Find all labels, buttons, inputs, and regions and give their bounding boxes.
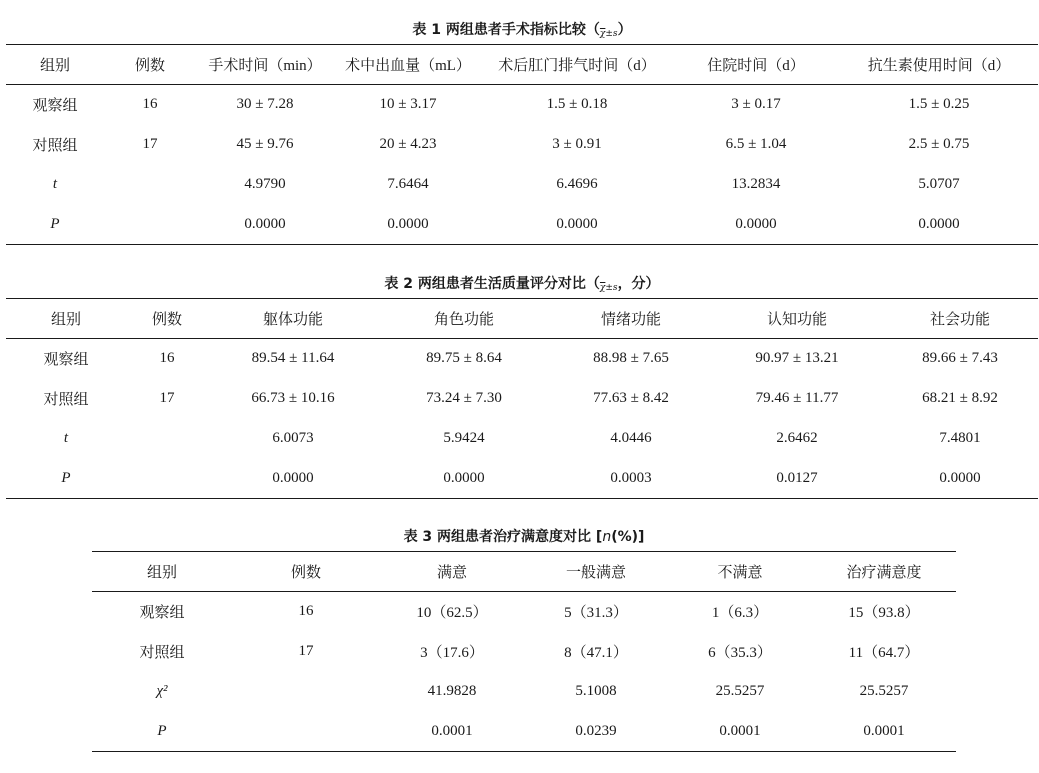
table-cell: 0.0127	[712, 459, 882, 499]
table-cell: t	[52, 176, 58, 192]
table2-header-cell: 组别	[6, 299, 126, 339]
table-cell: 5.1008	[575, 683, 617, 699]
table-cell: 17	[142, 136, 158, 152]
table-cell: 3 ± 0.17	[731, 96, 781, 113]
table-cell: 0.0003	[550, 459, 712, 499]
table-cell: 3 ± 0.91	[552, 136, 602, 152]
table-row	[6, 125, 1038, 165]
table-cell: 观察组	[139, 605, 185, 622]
table-cell: 0.0001	[668, 712, 812, 752]
table-cell: 13.2834	[731, 176, 781, 192]
table2-header-cell: 例数	[126, 299, 208, 339]
table-cell: 6（35.3）	[708, 645, 772, 661]
table-cell: 0.0000	[334, 205, 482, 245]
table-row	[6, 339, 1038, 379]
table2-block	[6, 271, 1038, 503]
table-cell: 10 ± 3.17	[379, 96, 437, 113]
table-row	[92, 592, 956, 632]
table-cell: 10（62.5）	[416, 605, 488, 622]
table1-header-cell: 手术时间（min）	[196, 45, 334, 85]
table3-header-cell: 不满意	[668, 552, 812, 592]
table-cell: 对照组	[32, 138, 78, 154]
table1-caption-stat: $\overline{\chi}\pm s$	[599, 29, 618, 39]
table-row	[6, 379, 1038, 419]
table1-header-cell: 术后肛门排气时间（d）	[482, 45, 672, 85]
table3-header-cell: 组别	[92, 552, 232, 592]
table-cell: 5（31.3）	[564, 605, 628, 622]
table-cell: 对照组	[139, 645, 185, 661]
table3-caption-n: n	[602, 529, 612, 545]
table3-header-cell: 满意	[380, 552, 524, 592]
table1-caption-suffix: ）	[617, 22, 632, 38]
table-row	[6, 459, 1038, 499]
table1-block	[6, 17, 1038, 249]
table2-header-cell: 认知功能	[712, 299, 882, 339]
table2-caption-suffix: ，分）	[617, 276, 660, 292]
table3-header-cell: 一般满意	[524, 552, 668, 592]
table-cell: 17	[298, 643, 314, 659]
table1-header-cell: 术中出血量（mL）	[334, 45, 482, 85]
table-cell: 45 ± 9.76	[236, 136, 294, 152]
table-cell: t	[63, 430, 69, 446]
table-cell: 6.0073	[272, 430, 314, 446]
table-cell: 89.66 ± 7.43	[922, 350, 998, 367]
table-cell: 0.0001	[812, 712, 956, 752]
table-cell: 0.0000	[882, 459, 1038, 499]
table-cell: 79.46 ± 11.77	[755, 390, 839, 406]
table-cell: 16	[298, 603, 314, 620]
table-cell: 1.5 ± 0.18	[546, 96, 608, 113]
table-cell: 30 ± 7.28	[236, 96, 294, 113]
table1-header-cell: 住院时间（d）	[672, 45, 840, 85]
table1-header-cell: 组别	[6, 45, 104, 85]
table-cell	[104, 165, 196, 205]
table-cell: 89.54 ± 11.64	[251, 350, 335, 367]
table3-caption	[92, 528, 956, 546]
table-cell: 0.0000	[208, 459, 378, 499]
table-cell: 15（93.8）	[848, 605, 920, 622]
table-cell: 66.73 ± 10.16	[251, 390, 335, 406]
table-cell: 88.98 ± 7.65	[593, 350, 669, 367]
table3-block	[92, 524, 956, 756]
table-cell: 1.5 ± 0.25	[908, 96, 970, 113]
table-cell	[104, 205, 196, 245]
table-cell: 20 ± 4.23	[379, 136, 437, 152]
table-cell: 0.0000	[840, 205, 1038, 245]
table-cell: 6.5 ± 1.04	[725, 136, 787, 152]
table-cell	[232, 672, 380, 712]
table-cell: 7.6464	[387, 176, 429, 192]
table-cell: 90.97 ± 13.21	[755, 350, 839, 367]
table2-header-cell: 躯体功能	[208, 299, 378, 339]
table1-header-cell: 抗生素使用时间（d）	[840, 45, 1038, 85]
table-row	[6, 205, 1038, 245]
table-cell: 2.6462	[776, 430, 818, 446]
table-row	[92, 632, 956, 672]
table-cell: 0.0000	[378, 459, 550, 499]
table-cell: 7.4801	[939, 430, 981, 446]
table-cell: 0.0239	[524, 712, 668, 752]
table-row	[6, 165, 1038, 205]
table-cell	[126, 419, 208, 459]
table-cell: 4.0446	[610, 430, 652, 446]
table2-caption	[6, 275, 1038, 295]
table-cell: 11（64.7）	[848, 645, 920, 661]
table1-header-row	[6, 45, 1038, 85]
table-cell: 8（47.1）	[564, 645, 628, 661]
table-cell: 73.24 ± 7.30	[426, 390, 502, 406]
table-cell: 6.4696	[556, 176, 598, 192]
table2-caption-prefix: 表 2 两组患者生活质量评分对比（	[384, 276, 600, 292]
table-cell: 4.9790	[244, 176, 286, 192]
table-cell: 41.9828	[427, 683, 477, 699]
table-cell: 2.5 ± 0.75	[908, 136, 970, 152]
table3-header-cell: 治疗满意度	[812, 552, 956, 592]
table-cell: 0.0001	[380, 712, 524, 752]
table-row	[92, 672, 956, 712]
table2-header-cell: 角色功能	[378, 299, 550, 339]
table-cell	[232, 712, 380, 752]
table-cell	[126, 459, 208, 499]
table-cell: 5.0707	[918, 176, 960, 192]
table-cell: 25.5257	[859, 683, 909, 699]
table-cell: 0.0000	[672, 205, 840, 245]
table-cell: 3（17.6）	[420, 645, 484, 661]
table-cell: P	[6, 205, 104, 245]
table2	[6, 298, 1038, 499]
table-row	[6, 419, 1038, 459]
table3-header-cell: 例数	[232, 552, 380, 592]
table-cell: 5.9424	[443, 430, 485, 446]
table3	[92, 551, 956, 752]
table2-header-cell: 社会功能	[882, 299, 1038, 339]
table-cell: 观察组	[43, 352, 89, 369]
table3-caption-suffix: (%)]	[611, 529, 645, 545]
table-row	[92, 712, 956, 752]
table2-header-row	[6, 299, 1038, 339]
table3-header-row	[92, 552, 956, 592]
table-cell: P	[6, 459, 126, 499]
table2-caption-stat: $\overline{\chi}\pm s$	[599, 283, 618, 293]
table-cell: 77.63 ± 8.42	[593, 390, 669, 406]
table3-caption-prefix: 表 3 两组患者治疗满意度对比 [	[403, 529, 603, 545]
table-cell: P	[92, 712, 232, 752]
table-cell: 1（6.3）	[711, 605, 769, 622]
table-cell: 16	[159, 350, 175, 367]
table-cell: 16	[142, 96, 158, 113]
table-row	[6, 85, 1038, 125]
table-cell: 89.75 ± 8.64	[426, 350, 502, 367]
table-cell: 0.0000	[482, 205, 672, 245]
table1-caption	[6, 21, 1038, 41]
table1	[6, 44, 1038, 245]
table1-header-cell: 例数	[104, 45, 196, 85]
table-cell: 对照组	[43, 392, 89, 408]
table-cell: 0.0000	[196, 205, 334, 245]
table-cell: 68.21 ± 8.92	[922, 390, 998, 406]
table-cell: 17	[159, 390, 175, 406]
table1-caption-prefix: 表 1 两组患者手术指标比较（	[412, 22, 600, 38]
table-cell: 25.5257	[715, 683, 765, 699]
table-cell: χ²	[156, 683, 168, 699]
table2-header-cell: 情绪功能	[550, 299, 712, 339]
table-cell: 观察组	[32, 98, 78, 115]
